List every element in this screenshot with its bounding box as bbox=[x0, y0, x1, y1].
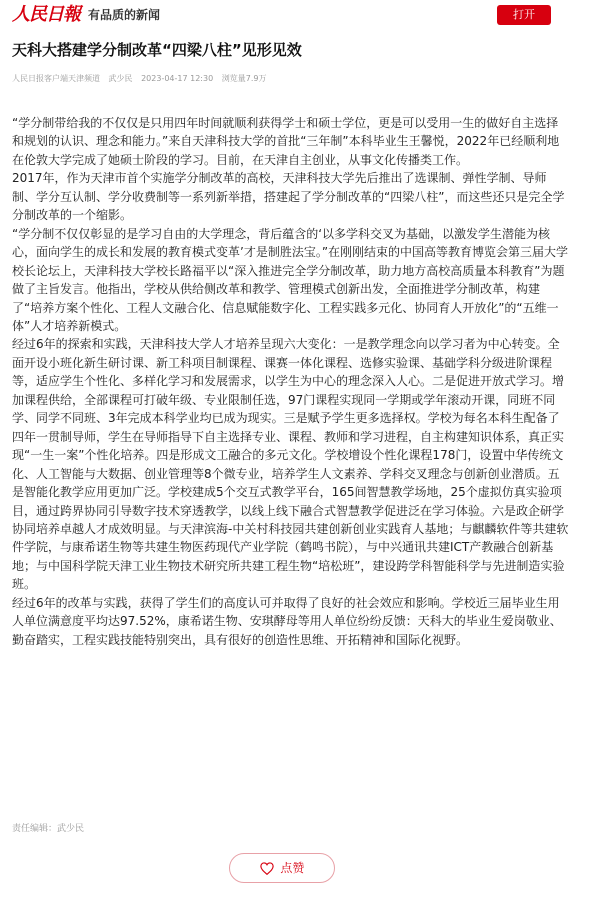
article-paragraph: 2017年，作为天津市首个实施学分制改革的高校，天津科技大学先后推出了选课制、弹性学制、导师制、学分互认制、学分收费制等一系列新举措，搭建起了学分制改革的“四梁八柱”，而这些还只是完全学分制改革的一个缩影。 bbox=[12, 171, 565, 223]
article-source[interactable]: 人民日报客户端天津频道 bbox=[12, 74, 100, 83]
article-title: 天科大搭建学分制改革“四梁八柱”见形见效 bbox=[12, 41, 302, 59]
top-bar bbox=[0, 0, 594, 30]
article-date: 2023-04-17 12:30 bbox=[141, 74, 214, 83]
article-paragraph: “学分制带给我的不仅仅是只用四年时间就顺利获得学士和硕士学位，更是可以受用一生的做好自主选择和规划的认识、理念和能力。”来自天津科技大学的首批“三年制”本科毕业生王馨悦，2022年已经顺利地在伦敦大学完成了她硕士阶段的学习。目前，在天津自主创业，从事文化传播类工作。 bbox=[12, 116, 560, 167]
heart-icon bbox=[260, 862, 274, 875]
article-paragraph: “学分制不仅仅彰显的是学习自由的大学理念，背后蕴含的‘以多学科交叉为基础，以激发学生潜能为核心，面向学生的成长和发展的教育模式变革’才是制胜法宝。”在刚刚结束的中国高等教育博览会第三届大学校长论坛上，天津科技大学校长路福平以“深入推进完全学分制改革，助力地方高校高质量本科教育”为题做了主旨发言。他指出，学校从供给侧改革和教学、管理模式创新出发，全面推进学分制改革，构建了“培养方案个性化、工程人文融合化、信息赋能数字化、工程实践多元化、协同育人开放化”的“五维一体”人才培养新模式。 bbox=[12, 226, 569, 333]
open-app-button[interactable]: 打开 bbox=[497, 5, 551, 25]
article-author: 武少民 bbox=[108, 74, 133, 83]
article-paragraph: 经过6年的探索和实践，天津科技大学人才培养呈现六大变化：一是教学理念向以学习者为中心转变。全面开设小班化新生研讨课、新工科项目制课程、课赛一体化课程、选修实验课、基础学科分级进阶课程等，适应学生个性化、多样化学习和发展需求，以学生为中心的理念深入人心。二是促进开放式学习。增加课程供给，全部课程可打破年级、专业限制任选，97门课程实现同一学期或学年滚动开课，同班不同学、同学不同班、3年完成本科学业均已成为现实。三是赋予学生更多选择权。学校为每名本科生配备了四年一贯制导师，学生在导师指导下自主选择专业、课程、教师和学习进程，自主构建知识体系，真正实现“一生一案”个性化培养。四是形成文工融合的多元文化。学校增设个性化课程178门，设置中华传统文化、人工智能与大数据、创业管理等8个微专业，培养学生人文素养、学科交叉理念与创新创业潜质。五是智能化教学应用更加广泛。学校建成5个交互式教学平台，165间智慧教学场地，25个虚拟仿真实验项目，通过跨界协同引导数字技术穿透教学，以线上线下融合式智慧教学促进泛在学习体验。六是政企研学协同培养卓越人才成效明显。与天津滨海-中关村科技园共建创新创业实践育人基地；与麒麟软件等共建软件学院，与康希诺生物等共建生物医药现代产业学院（鹤鸣书院），与中兴通讯共建ICT产教融合创新基地；与中国科学院天津工业生物技术研究所共建工程生物“培松班”，建设跨学科智能科学与先进制造实验班。 bbox=[12, 337, 569, 592]
responsible-editor: 责任编辑：武少民 bbox=[12, 824, 85, 834]
article-paragraph: 经过6年的改革与实践，获得了学生们的高度认可并取得了良好的社会效应和影响。学校近三届毕业生用人单位满意度平均达97.52%，康希诺生物、安琪酵母等用人单位纷纷反馈：天科大的毕业生爱岗敬业、勤奋踏实，工程实践技能特别突出，具有很好的创造性思维、开拓精神和国际化视野。 bbox=[12, 595, 562, 647]
article-views: 浏览量7.9万 bbox=[221, 74, 267, 83]
article-body bbox=[12, 114, 570, 649]
tagline: 有品质的新闻 bbox=[88, 8, 161, 22]
like-button[interactable] bbox=[229, 853, 335, 883]
like-label: 点赞 bbox=[280, 861, 305, 875]
people-daily-logo[interactable]: 人民日報 bbox=[12, 4, 80, 25]
article-meta bbox=[12, 73, 272, 85]
